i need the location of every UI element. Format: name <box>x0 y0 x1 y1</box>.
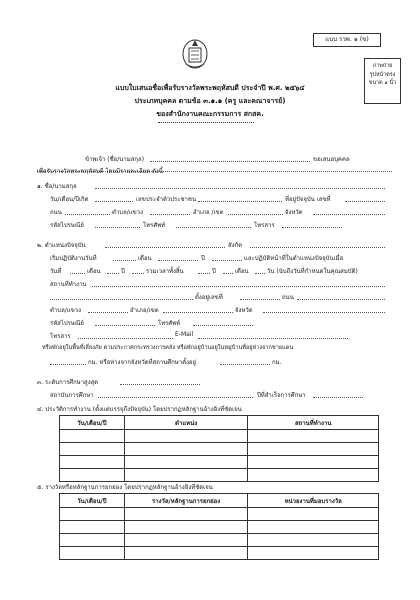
s2-phone-field[interactable] <box>193 325 253 326</box>
table-row[interactable] <box>60 456 379 469</box>
s2-current-label: และปฏิบัติหน้าที่ในตำแหน่งปัจจุบันเมื่อ <box>244 255 344 262</box>
s2-affiliation-label: สังกัด <box>228 242 243 249</box>
photo-line-1: ภาพถ่าย <box>372 63 393 69</box>
s2-road-field[interactable] <box>297 299 385 300</box>
photo-line-3: ขนาด ๑ นิ้ว <box>368 80 397 86</box>
s2-border-km-field[interactable] <box>50 364 86 365</box>
s3-heading: ๓. ระดับการศึกษาสูงสุด <box>37 379 99 386</box>
s2-district-label: อำเภอ/เขต <box>130 307 159 314</box>
s2-start-year-field[interactable] <box>212 260 242 261</box>
awards-table <box>59 493 379 560</box>
s1-subdistrict-label: ตำบล/แขวง <box>112 209 144 216</box>
s2-province-km-field[interactable] <box>220 364 270 365</box>
s5-col-date: วัน/เดือน/ปี <box>60 494 125 508</box>
s2-province-field[interactable] <box>263 312 385 313</box>
s5-col-agency: หน่วยงานที่มอบรางวัล <box>248 494 379 508</box>
s2-month-label: เดือน <box>87 268 101 275</box>
s2-postcode-label: รหัสไปรษณีย์ <box>50 320 84 327</box>
s3-education-field[interactable] <box>120 384 200 385</box>
work-history-table <box>59 415 379 482</box>
s4-heading: ๔. ประวัติการทำงาน (ตั้งแต่บรรจุถึงปัจจุบัน) โดยปรากฏหลักฐานอ้างอิงที่ชัดเจน <box>37 406 242 413</box>
s1-phone-label: โทรศัพท์ <box>143 222 166 229</box>
s5-col-award: รางวัล/หลักฐานการยกย่อง <box>124 494 248 508</box>
s2-year-field[interactable] <box>132 273 144 274</box>
s4-col-workplace: สถานที่ทำงาน <box>248 416 379 430</box>
s2-district-field[interactable] <box>163 312 233 313</box>
s4-col-position: ตำแหน่ง <box>124 416 248 430</box>
s2-date-label: วันที่ <box>50 268 62 275</box>
s2-workplace-cont-field[interactable] <box>50 299 193 300</box>
s2-position-field[interactable] <box>105 247 225 248</box>
s1-subdistrict-field[interactable] <box>150 214 190 215</box>
s1-heading: ๑. ชื่อ/นามสกุล <box>37 183 77 190</box>
intro-name-label: ข้าพเจ้า (ชื่อ/นามสกุล) <box>85 156 145 163</box>
s2-fax-field[interactable] <box>78 338 173 339</box>
s3-institute-field[interactable] <box>98 397 253 398</box>
s1-fax-label: โทรสาร <box>254 222 275 229</box>
table-row[interactable] <box>60 547 379 560</box>
s1-province-label: จังหวัด <box>285 209 303 216</box>
s1-phone-field[interactable] <box>176 227 251 228</box>
s2-phone-label: โทรศัพท์ <box>158 320 181 327</box>
s2-start-label: เริ่มปฏิบัติงานวันที่ <box>50 255 97 262</box>
s2-day-note: วัน (นับถึงวันที่กำหนดในคุณสมบัติ) <box>267 268 358 275</box>
s1-id-label: เลขประจำตัวประชาชน <box>136 196 197 203</box>
s4-col-date: วัน/เดือน/ปี <box>60 416 125 430</box>
s1-road-field[interactable] <box>65 214 110 215</box>
s1-dob-label: วัน/เดือน/ปีเกิด <box>50 196 89 203</box>
s1-id-field[interactable] <box>198 201 282 202</box>
s3-year-field[interactable] <box>313 397 363 398</box>
table-row[interactable] <box>60 443 379 456</box>
s2-total-year-label: ปี <box>212 268 216 275</box>
photo-line-2: รูปหน้าตรง <box>369 71 396 78</box>
s2-month-field[interactable] <box>107 273 119 274</box>
s2-total-label: รวมเวลาทั้งสิ้น <box>146 268 184 275</box>
s1-province-field[interactable] <box>313 214 385 215</box>
s1-name-field[interactable] <box>95 188 385 189</box>
nominator-name-field[interactable] <box>150 161 310 162</box>
s2-province-label: จังหวัด <box>235 307 253 314</box>
table-row[interactable] <box>60 521 379 534</box>
s2-total-month-field[interactable] <box>223 273 233 274</box>
s2-start-year-label: ปี <box>201 255 205 262</box>
s1-fax-field[interactable] <box>282 227 342 228</box>
s5-heading: ๕. รางวัลหรือหลักฐานการยกย่อง โดยปรากฏหลักฐานอ้างอิงที่ชัดเจน <box>37 484 213 491</box>
table-row[interactable] <box>60 469 379 482</box>
s2-start-month-label: เดือน <box>138 255 152 262</box>
s2-subdistrict-label: ตำบล/แขวง <box>50 307 82 314</box>
s3-institute-label: สถาบันการศึกษา <box>50 392 94 399</box>
s1-postcode-field[interactable] <box>95 227 140 228</box>
s2-located-label: ตั้งอยู่เลขที่ <box>195 294 223 301</box>
s1-district-label: อำเภอ /เขต <box>193 209 224 216</box>
title-underline <box>158 122 254 123</box>
government-emblem-icon <box>180 36 210 70</box>
form-subtitle: ประเภทบุคคล ตามข้อ ๓.๑.๑ (ครู และคณาจารย์) <box>134 97 286 105</box>
s2-email-label: E-Mail <box>175 331 194 338</box>
s2-year-label: ปี <box>121 268 125 275</box>
s2-start-day-field[interactable] <box>113 260 136 261</box>
s2-fax-label: โทรสาร <box>50 333 71 340</box>
s2-workplace-label: สถานที่ทำงาน <box>50 281 87 288</box>
s2-postcode-field[interactable] <box>95 325 155 326</box>
s2-km-label: กม. <box>272 359 282 366</box>
table-row[interactable] <box>60 534 379 547</box>
s2-total-year-field[interactable] <box>198 273 210 274</box>
s3-year-label: ปีที่สำเร็จการศึกษา <box>257 392 306 399</box>
s1-house-field[interactable] <box>345 201 385 202</box>
s2-affiliation-field[interactable] <box>250 247 385 248</box>
form-title: แบบใบเสนอชื่อเพื่อรับรางวัลพระพฤหัสบดี ประจำปี พ.ศ. ๒๕๖๔ <box>115 84 305 92</box>
s1-district-field[interactable] <box>228 214 283 215</box>
s2-email-field[interactable] <box>198 338 348 339</box>
s2-workplace-field[interactable] <box>92 286 385 287</box>
s1-postcode-label: รหัสไปรษณีย์ <box>50 222 84 229</box>
s2-remote-text: หรือพักอยู่ในพื้นที่เสี่ยงภัย ตามประกาศกระทรวงการคลัง หรือพักอยู่บ้านอยู่ในหมู่บ้านที่อยู่ห่างจากชายแดน <box>42 345 294 351</box>
intro-nominate-label: ขอเสนอบุคคล <box>313 156 350 163</box>
s2-total-day-field[interactable] <box>255 273 265 274</box>
s1-dob-field[interactable] <box>95 201 133 202</box>
form-code: แบบ รวพ. ๑ (ข) <box>313 33 381 47</box>
s2-located-field[interactable] <box>240 299 280 300</box>
s1-house-label: ที่อยู่ปัจจุบัน เลขที่ <box>285 196 331 203</box>
s2-road-label: ถนน <box>282 294 294 301</box>
form-office: ของสำนักงานคณะกรรมการ สกสค. <box>156 110 264 118</box>
s2-start-month-field[interactable] <box>158 260 198 261</box>
table-row[interactable] <box>60 430 379 443</box>
s2-heading: ๒. ตำแหน่งปัจจุบัน <box>37 242 86 249</box>
s2-remote-text-2: กม. หรือห่างจากจังหวัดที่สถานศึกษาตั้งอยู่ <box>88 359 197 366</box>
s1-road-label: ถนน <box>50 209 62 216</box>
intro-purpose: เพื่อรับรางวัลพระพฤหัสบดี โดยมีรายละเอียด ดังนี้ <box>37 168 163 175</box>
table-row[interactable] <box>60 508 379 521</box>
s2-total-month-label: เดือน <box>235 268 249 275</box>
s2-date-field[interactable] <box>70 273 85 274</box>
s2-subdistrict-field[interactable] <box>88 312 128 313</box>
